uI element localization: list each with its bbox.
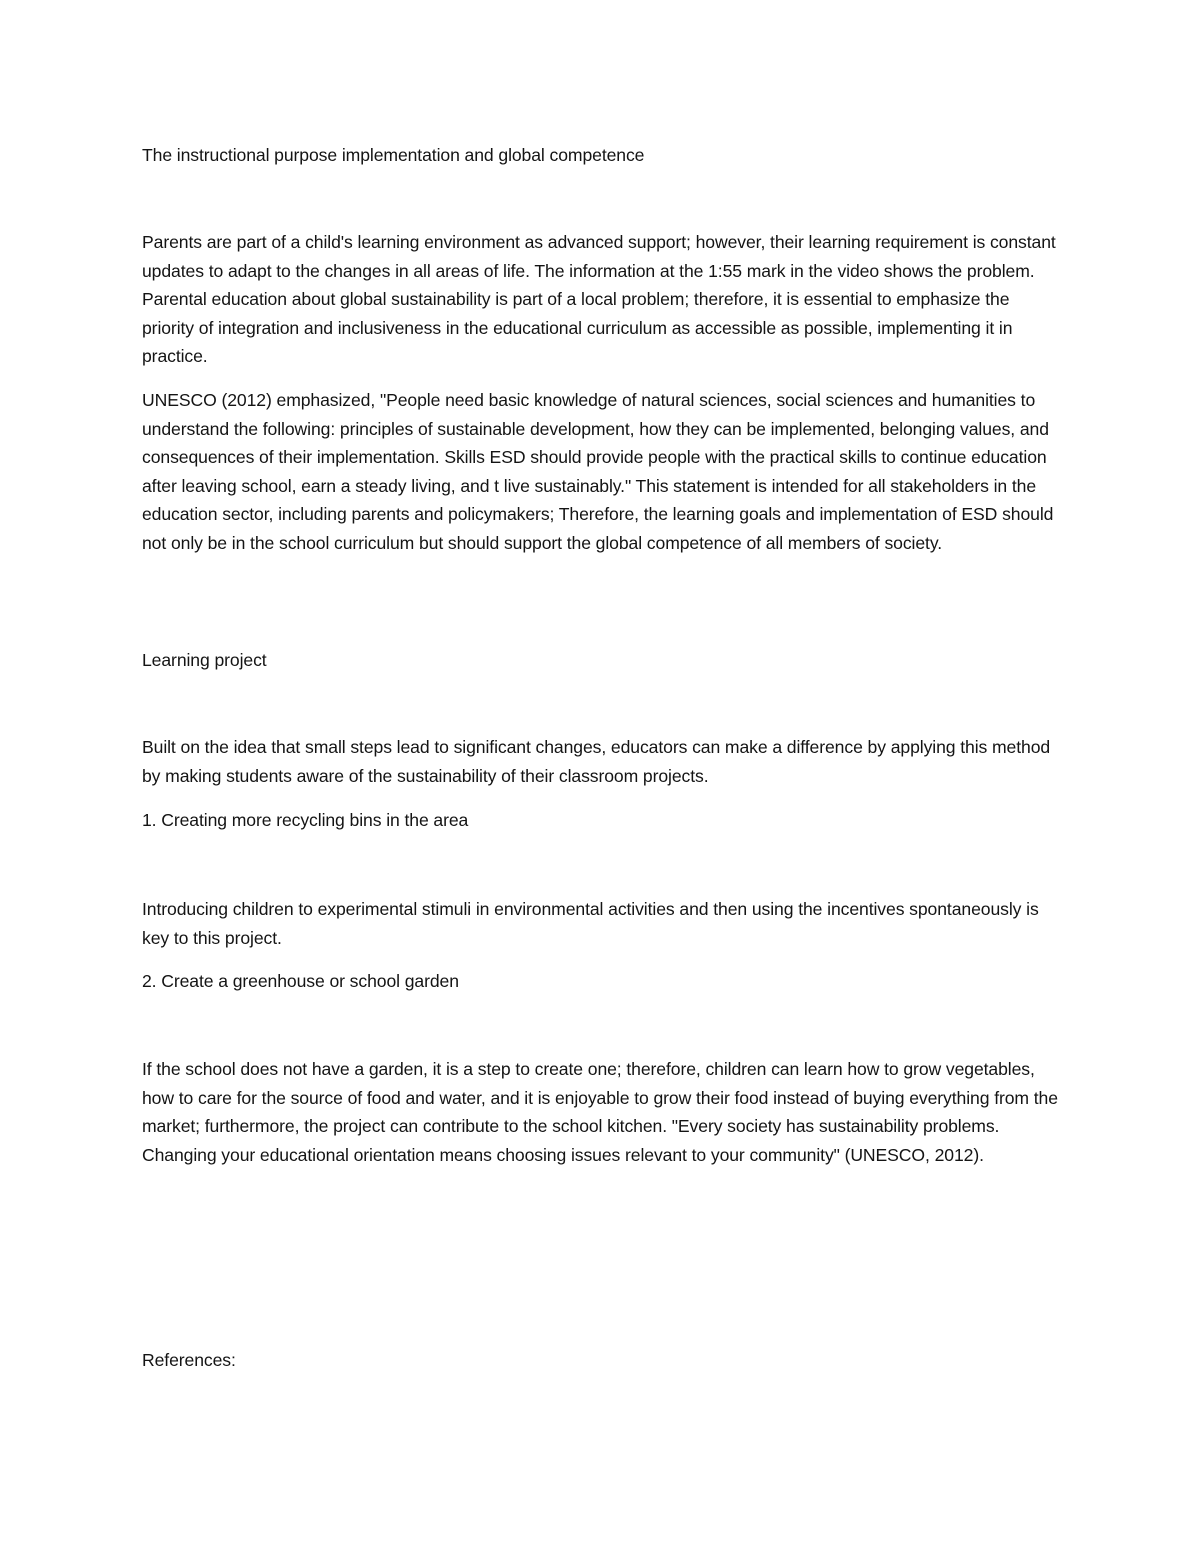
paragraph-unesco-quote: UNESCO (2012) emphasized, "People need basic knowledge of natural sciences, social sciences and humanities to understand the following: principles of sustainable development, how they can be implemented, belonging values, and consequences of their implementation. Skills ESD should provide people with the practical skills to continue education after leaving school, earn a steady living, and t live sustainably." This statement is intended for all stakeholders in the education sector, including parents and policymakers; Therefore, the learning goals and implementation of ESD should not only be in the school curriculum but should support the global competence of all members of society. bbox=[142, 390, 1054, 553]
document-title: The instructional purpose implementation and global competence bbox=[142, 145, 645, 165]
paragraph-parents-learning: Parents are part of a child's learning environment as advanced support; however, their learning requirement is constant updates to adapt to the changes in all areas of life. The information at the 1:55 mark in the video shows the problem. Parental education about global sustainability is part of a local problem; therefore, it is essential to emphasize the priority of integration and inclusiveness in the educational curriculum as accessible as possible, implementing it in practice. bbox=[142, 232, 1056, 367]
paragraph-school-garden: If the school does not have a garden, it is a step to create one; therefore, children can learn how to grow vegetables, how to care for the source of food and water, and it is enjoyable to grow their food instead of buying everything from the market; furthermore, the project can contribute to the school kitchen. "Every society has sustainability problems. Changing your educational orientation means choosing issues relevant to your community" (UNESCO, 2012). bbox=[142, 1059, 1058, 1165]
paragraph-experimental-stimuli: Introducing children to experimental stimuli in environmental activities and then using the incentives spontaneously is key to this project. bbox=[142, 899, 1039, 948]
section-heading-learning-project: Learning project bbox=[142, 650, 267, 670]
list-item-recycling-bins: 1. Creating more recycling bins in the area bbox=[142, 810, 469, 830]
paragraph-small-steps: Built on the idea that small steps lead to significant changes, educators can make a difference by applying this method by making students aware of the sustainability of their classroom projects. bbox=[142, 737, 1051, 786]
list-item-greenhouse: 2. Create a greenhouse or school garden bbox=[142, 971, 459, 991]
references-heading: References: bbox=[142, 1350, 236, 1370]
